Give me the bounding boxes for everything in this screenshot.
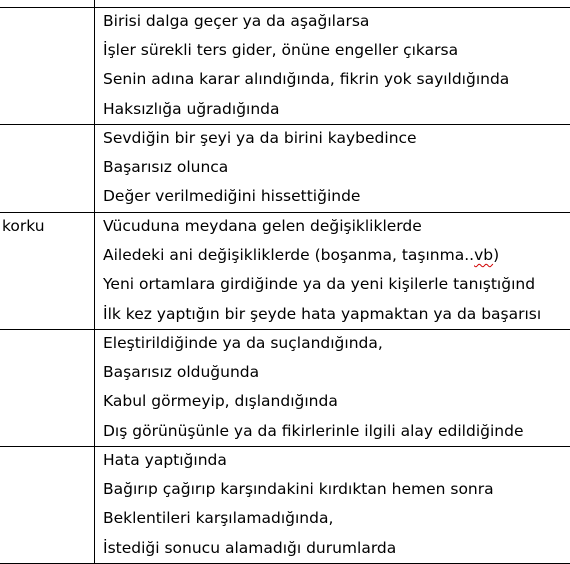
table-row	[0, 446, 570, 563]
list-item: Başarısız olunca	[103, 158, 229, 177]
row-label: korku	[2, 217, 45, 235]
list-item-text: Ailedeki ani değişikliklerde (boşanma, taşınma..	[103, 246, 475, 265]
list-item: Yeni ortamlara girdiğinde ya da yeni kişilerle tanıştığınd	[103, 275, 536, 294]
table-row	[0, 124, 570, 212]
list-item: Birisi dalga geçer ya da aşağılarsa	[103, 12, 370, 30]
list-item	[103, 241, 570, 270]
list-item: Bağırıp çağırıp karşındakini kırdıktan hemen sonra	[103, 480, 494, 499]
list-item: Değer verilmediğini hissettiğinde	[103, 187, 361, 206]
list-item: Haksızlığa uğradığında	[103, 99, 280, 118]
spellcheck-marked-text: vb	[474, 246, 494, 265]
list-item: Başarısız olduğunda	[103, 363, 260, 382]
table-row	[0, 7, 570, 124]
list-item: Eleştirildiğinde ya da suçlandığında,	[103, 334, 383, 352]
list-item: Hata yaptığında	[103, 451, 227, 469]
list-item: Sevdiğin bir şeyi ya da birini kaybedince	[103, 129, 417, 147]
list-item-tail: )	[493, 246, 500, 265]
list-item: İstediği sonucu alamadığı durumlarda	[103, 538, 397, 557]
list-item: Senin adına karar alındığında, fikrin yok sayıldığında	[103, 70, 510, 89]
list-item: Kabul görmeyip, dışlandığında	[103, 392, 338, 411]
list-item: Beklentileri karşılamadığında,	[103, 509, 334, 528]
list-item: Vücuduna meydana gelen değişikliklerde	[103, 217, 422, 235]
list-item: İlk kez yaptığın bir şeyde hata yapmaktan ya da başarısı	[103, 304, 542, 323]
table-row	[0, 212, 570, 329]
table-row	[0, 329, 570, 446]
list-item: Dış görünüşünle ya da fikirlerinle ilgili alay edildiğinde	[103, 421, 524, 440]
list-item: İşler sürekli ters gider, önüne engeller çıkarsa	[103, 41, 459, 60]
